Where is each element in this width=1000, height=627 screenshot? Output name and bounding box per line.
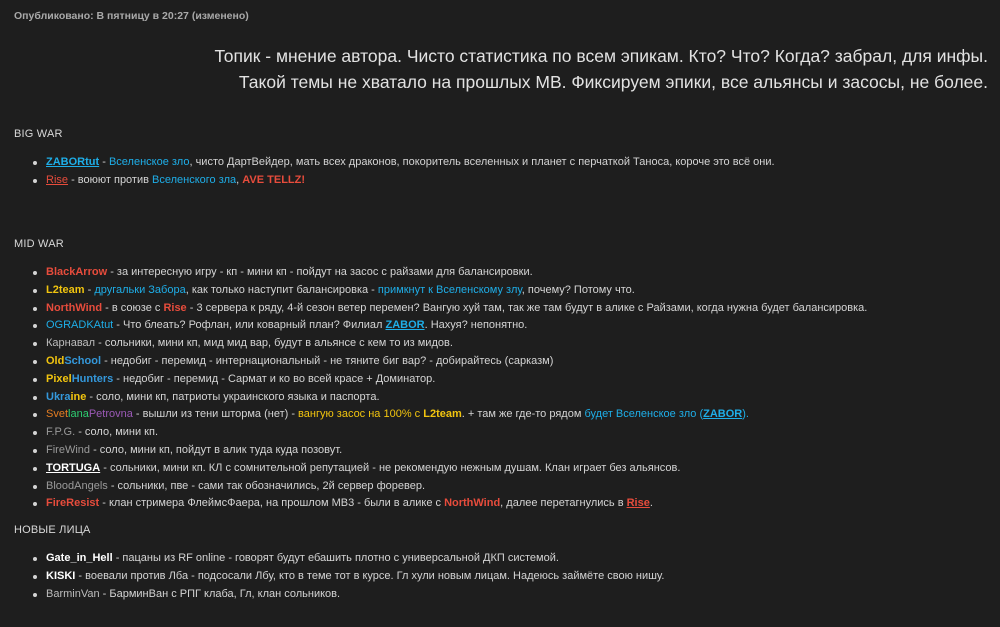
clan-name-part: Svet bbox=[46, 408, 69, 421]
clan-link-rise[interactable]: Rise bbox=[626, 497, 650, 510]
clan-name: F.P.G. bbox=[46, 426, 76, 439]
item-text: - соло, мини кп, патриоты украинского языка и паспорта. bbox=[86, 390, 380, 403]
highlight-text: AVE TELLZ! bbox=[242, 173, 306, 186]
clan-name: TORTUGA bbox=[46, 461, 101, 474]
item-text: , как только наступит балансировка - bbox=[185, 283, 378, 296]
item-text: - сольники, пве - сами так обозначились, 2й сервер форевер. bbox=[107, 479, 426, 492]
highlight-text: будет Вселенское зло ( bbox=[584, 408, 704, 421]
clan-name-part: lana bbox=[68, 408, 89, 421]
separator: - bbox=[99, 156, 109, 168]
list-item bbox=[28, 317, 988, 335]
item-text: - сольники, мини кп. КЛ с сомнительной репутацией - не рекомендую нежным душам. Клан играет без альянсов. bbox=[100, 461, 681, 474]
highlight-text: примкнут к Вселенскому злу bbox=[377, 283, 522, 296]
item-text: - за интересную игру - кп - мини кп - пойдут на засос с райзами для балансировки. bbox=[107, 266, 533, 278]
mid-war-list bbox=[28, 264, 988, 513]
item-text: - недобиг - перемид - интернациональный - не тяните биг вар? - добирайтесь (сарказм) bbox=[101, 354, 554, 367]
list-item bbox=[28, 406, 988, 424]
list-item bbox=[28, 478, 988, 496]
big-war-list bbox=[28, 154, 988, 190]
clan-name: L2team bbox=[423, 408, 462, 421]
new-faces-list bbox=[28, 550, 988, 603]
item-text: - bbox=[84, 283, 95, 296]
post-intro bbox=[88, 43, 988, 95]
list-item bbox=[28, 353, 988, 371]
highlight-text: Вселенского зла bbox=[152, 173, 237, 186]
list-item bbox=[28, 264, 988, 282]
section-title-mid-war: MID WAR bbox=[14, 238, 64, 250]
item-text: . + там же где-то рядом bbox=[461, 408, 585, 421]
clan-link-rise[interactable]: Rise bbox=[46, 173, 69, 186]
clan-name: BloodAngels bbox=[46, 479, 108, 492]
clan-name-part: Pixel bbox=[46, 372, 72, 385]
clan-name: NorthWind bbox=[46, 301, 103, 314]
clan-name: NorthWind bbox=[444, 497, 501, 510]
clan-name: FireWind bbox=[46, 443, 91, 456]
item-text: , почему? Потому что. bbox=[521, 283, 635, 296]
list-item bbox=[28, 371, 988, 389]
item-text: . Нахуя? непонятно. bbox=[424, 319, 528, 332]
item-text: - пацаны из RF online - говорят будут ебашить плотно с универсальной ДКП системой. bbox=[112, 552, 559, 564]
item-text: - БарминВан с РПГ клаба, Гл, клан сольников. bbox=[99, 587, 341, 600]
item-text: - соло, мини кп, пойдут в алик туда куда позовут. bbox=[90, 443, 343, 456]
list-item bbox=[28, 172, 988, 190]
item-text: - воевали против Лба - подсосали Лбу, кто в теме тот в курсе. Гл хули новым лицам. Надеюсь займёте свою нишу. bbox=[75, 569, 665, 582]
list-item bbox=[28, 442, 988, 460]
intro-line-1: Топик - мнение автора. Чисто статистика по всем эпикам. Кто? Что? Когда? забрал, для инфы. bbox=[214, 46, 988, 66]
item-text: , далее перетагнулись в bbox=[500, 497, 627, 510]
item-text: . bbox=[649, 497, 653, 510]
clan-name-part: Hunters bbox=[71, 372, 114, 385]
list-item bbox=[28, 586, 988, 604]
list-item bbox=[28, 568, 988, 586]
clan-link-zabortut[interactable]: ZABORtut bbox=[46, 156, 100, 168]
highlight-text: ). bbox=[742, 408, 749, 421]
list-item bbox=[28, 335, 988, 353]
item-text: - сольники, мини кп, мид мид вар, будут в альянсе с кем то из мидов. bbox=[95, 337, 453, 350]
clan-name: BarminVan bbox=[46, 587, 100, 600]
item-text: - соло, мини кп. bbox=[75, 426, 159, 439]
clan-name: BlackArrow bbox=[46, 266, 108, 278]
clan-name-part: Old bbox=[46, 354, 65, 367]
item-text: - в союзе с bbox=[102, 301, 164, 314]
section-title-big-war: BIG WAR bbox=[14, 128, 63, 140]
list-item bbox=[28, 424, 988, 442]
intro-line-2: Такой темы не хватало на прошлых МВ. Фиксируем эпики, все альянсы и засосы, не более. bbox=[238, 72, 988, 92]
item-text: - вышли из тени шторма (нет) - bbox=[132, 408, 299, 421]
item-text: - 3 сервера к ряду, 4-й сезон ветер перемен? Вангую хуй там, так же там будут в алике с Райзами, когда нужна будет балансировка. bbox=[186, 301, 868, 314]
item-text: - Что блеать? Рофлан, или коварный план? Филиал bbox=[113, 319, 386, 332]
clan-name-part: Ukra bbox=[46, 390, 71, 403]
list-item bbox=[28, 460, 988, 478]
item-text: - воюют против bbox=[68, 173, 153, 186]
clan-name: KISKI bbox=[46, 569, 76, 582]
section-title-new-faces: НОВЫЕ ЛИЦА bbox=[14, 524, 91, 536]
clan-name: Карнавал bbox=[46, 337, 96, 350]
item-text: , чисто ДартВейдер, мать всех драконов, покоритель вселенных и планет с перчаткой Таноса, короче это всё они. bbox=[189, 156, 775, 168]
clan-name-part: School bbox=[64, 354, 102, 367]
clan-name: FireResist bbox=[46, 497, 100, 510]
clan-name-part: Petrovna bbox=[88, 408, 133, 421]
clan-name: OGRADKAtut bbox=[46, 319, 114, 332]
list-item bbox=[28, 154, 988, 172]
list-item bbox=[28, 389, 988, 407]
clan-name: Gate_in_Hell bbox=[46, 552, 113, 564]
item-text: - недобиг - перемид - Сармат и ко во всей красе + Доминатор. bbox=[113, 372, 436, 385]
clan-name: L2team bbox=[46, 283, 85, 296]
list-item bbox=[28, 300, 988, 318]
highlight-text: другальки Забора bbox=[94, 283, 186, 296]
clan-link-zabor[interactable]: ZABOR bbox=[385, 319, 425, 332]
clan-name-part: ine bbox=[70, 390, 87, 403]
list-item bbox=[28, 282, 988, 300]
clan-name: Rise bbox=[163, 301, 187, 314]
clan-link-zabor[interactable]: ZABOR bbox=[703, 408, 743, 421]
list-item bbox=[28, 550, 988, 568]
highlight-text: вангую засос на 100% с bbox=[298, 408, 424, 421]
item-text: , bbox=[236, 173, 243, 186]
item-text: - клан стримера ФлеймсФаера, на прошлом МВ3 - были в алике с bbox=[99, 497, 445, 510]
highlight-text: Вселенское зло bbox=[108, 156, 190, 168]
list-item bbox=[28, 495, 988, 513]
post-meta: Опубликовано: В пятницу в 20:27 (изменено) bbox=[14, 10, 249, 22]
